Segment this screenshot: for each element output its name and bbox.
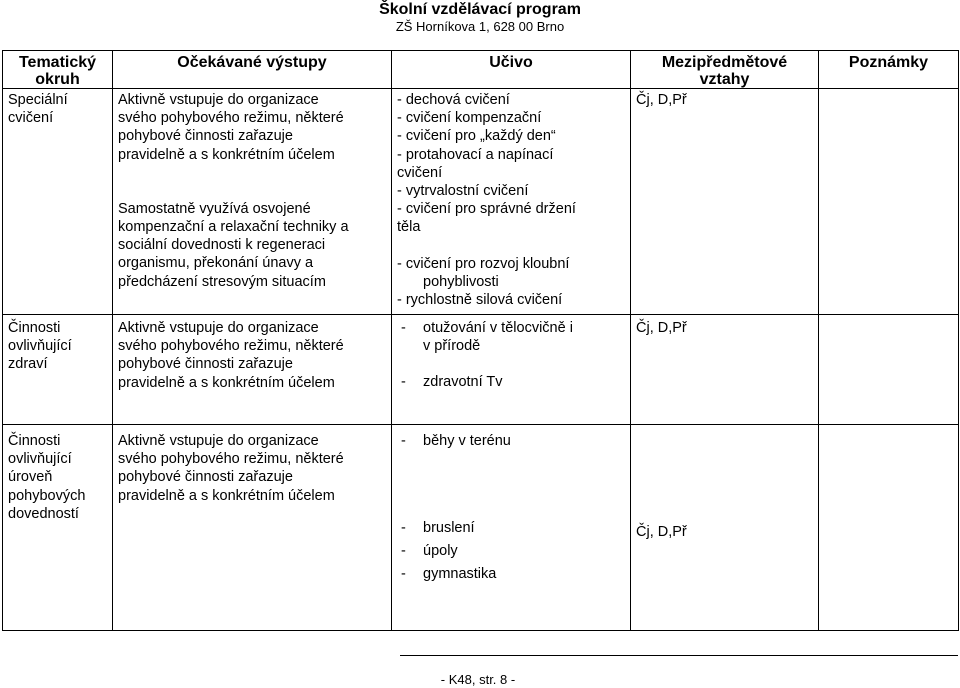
curriculum-line: - dechová cvičení [397,92,510,108]
list-item: - zdravotní Tv [401,374,503,391]
curriculum-line: těla [397,219,421,236]
topic-line: dovedností [8,505,79,522]
curriculum-line: cvičení [397,164,443,181]
curriculum-line [397,237,625,255]
outcome-line: pravidelně a s konkrétním účelem [118,146,335,163]
curriculum-line: pohyblivosti [423,273,499,290]
notes-cell [819,425,959,631]
curriculum-line: - vytrvalostní cvičení [397,183,529,200]
column-header-curriculum: Učivo [392,51,631,89]
column-header-notes: Poznámky [819,51,959,89]
outcome-line: předcházení stresovým situacím [118,273,326,290]
outcome-line: Aktivně vstupuje do organizace [118,92,319,108]
curriculum-line: - rychlostně silová cvičení [397,292,563,309]
page-number: - K48, str. 8 - [440,672,516,687]
outcome-line: pohybové činnosti zařazuje [118,128,293,145]
topic-cell [3,89,113,315]
outcome-line: Samostatně využívá osvojené [118,200,311,217]
topic-cell [3,425,113,631]
relations-text: Čj, D,Př [636,524,687,540]
list-item: - gymnastika [401,566,497,582]
topic-line: pohybových [8,487,86,504]
curriculum-cell [392,315,631,425]
column-header-outcomes: Očekávané výstupy [113,51,392,89]
list-item: v přírodě [423,338,481,355]
outcome-line: Aktivně vstupuje do organizace [118,433,319,449]
table-row [3,425,959,631]
list-item: - úpoly [401,543,458,559]
list-item: - bruslení [401,520,475,536]
list-item: - otužování v tělocvičně i [401,320,573,336]
topic-line: Speciální [8,92,68,108]
outcome-line: kompenzační a relaxační techniky a [118,219,349,236]
notes-cell [819,89,959,315]
curriculum-table [2,50,959,631]
curriculum-line: - cvičení pro „každý den“ [397,128,556,145]
document-title: Školní vzdělávací program [379,1,581,18]
outcome-line: svého pohybového režimu, některé [118,451,344,468]
notes-cell [819,315,959,425]
topic-line: úroveň [8,469,53,486]
outcome-line: pravidelně a s konkrétním účelem [118,487,335,504]
outcome-line: pravidelně a s konkrétním účelem [118,374,335,391]
curriculum-cell [392,425,631,631]
outcome-line: pohybové činnosti zařazuje [118,469,293,486]
outcome-line: sociální dovednosti k regeneraci [118,237,326,254]
topic-cell [3,315,113,425]
table-header-row [3,51,959,89]
outcome-line: svého pohybového režimu, některé [118,338,344,355]
relations-cell: Čj, D,Př [631,89,819,315]
list-item: - běhy v terénu [401,433,511,449]
column-header-relations: Mezipředmětové vztahy [631,51,819,89]
column-header-topic: Tematický okruh [3,51,113,89]
topic-line: cvičení [8,110,54,127]
topic-line: Činnosti [8,433,61,449]
outcomes-cell [113,89,392,315]
footer-divider [400,655,958,656]
curriculum-line: - protahovací a napínací [397,146,554,163]
curriculum-line: - cvičení pro rozvoj kloubní [397,255,570,272]
outcome-line: pohybové činnosti zařazuje [118,356,293,373]
outcomes-cell [113,425,392,631]
outcomes-cell [113,315,392,425]
relations-cell: Čj, D,Př [631,315,819,425]
topic-line: zdraví [8,356,48,373]
outcome-line: svého pohybového režimu, některé [118,110,344,127]
topic-line: ovlivňující [8,338,72,355]
school-address: ZŠ Horníkova 1, 628 00 Brno [395,19,565,34]
table-row [3,89,959,315]
outcome-line: Aktivně vstupuje do organizace [118,320,319,336]
topic-line: Činnosti [8,320,61,336]
table-row [3,315,959,425]
curriculum-line: - cvičení pro správné držení [397,201,576,218]
curriculum-cell [392,89,631,315]
outcome-line: organismu, překonání únavy a [118,255,314,272]
curriculum-line: - cvičení kompenzační [397,110,542,127]
topic-line: ovlivňující [8,451,72,468]
relations-cell [631,425,819,631]
